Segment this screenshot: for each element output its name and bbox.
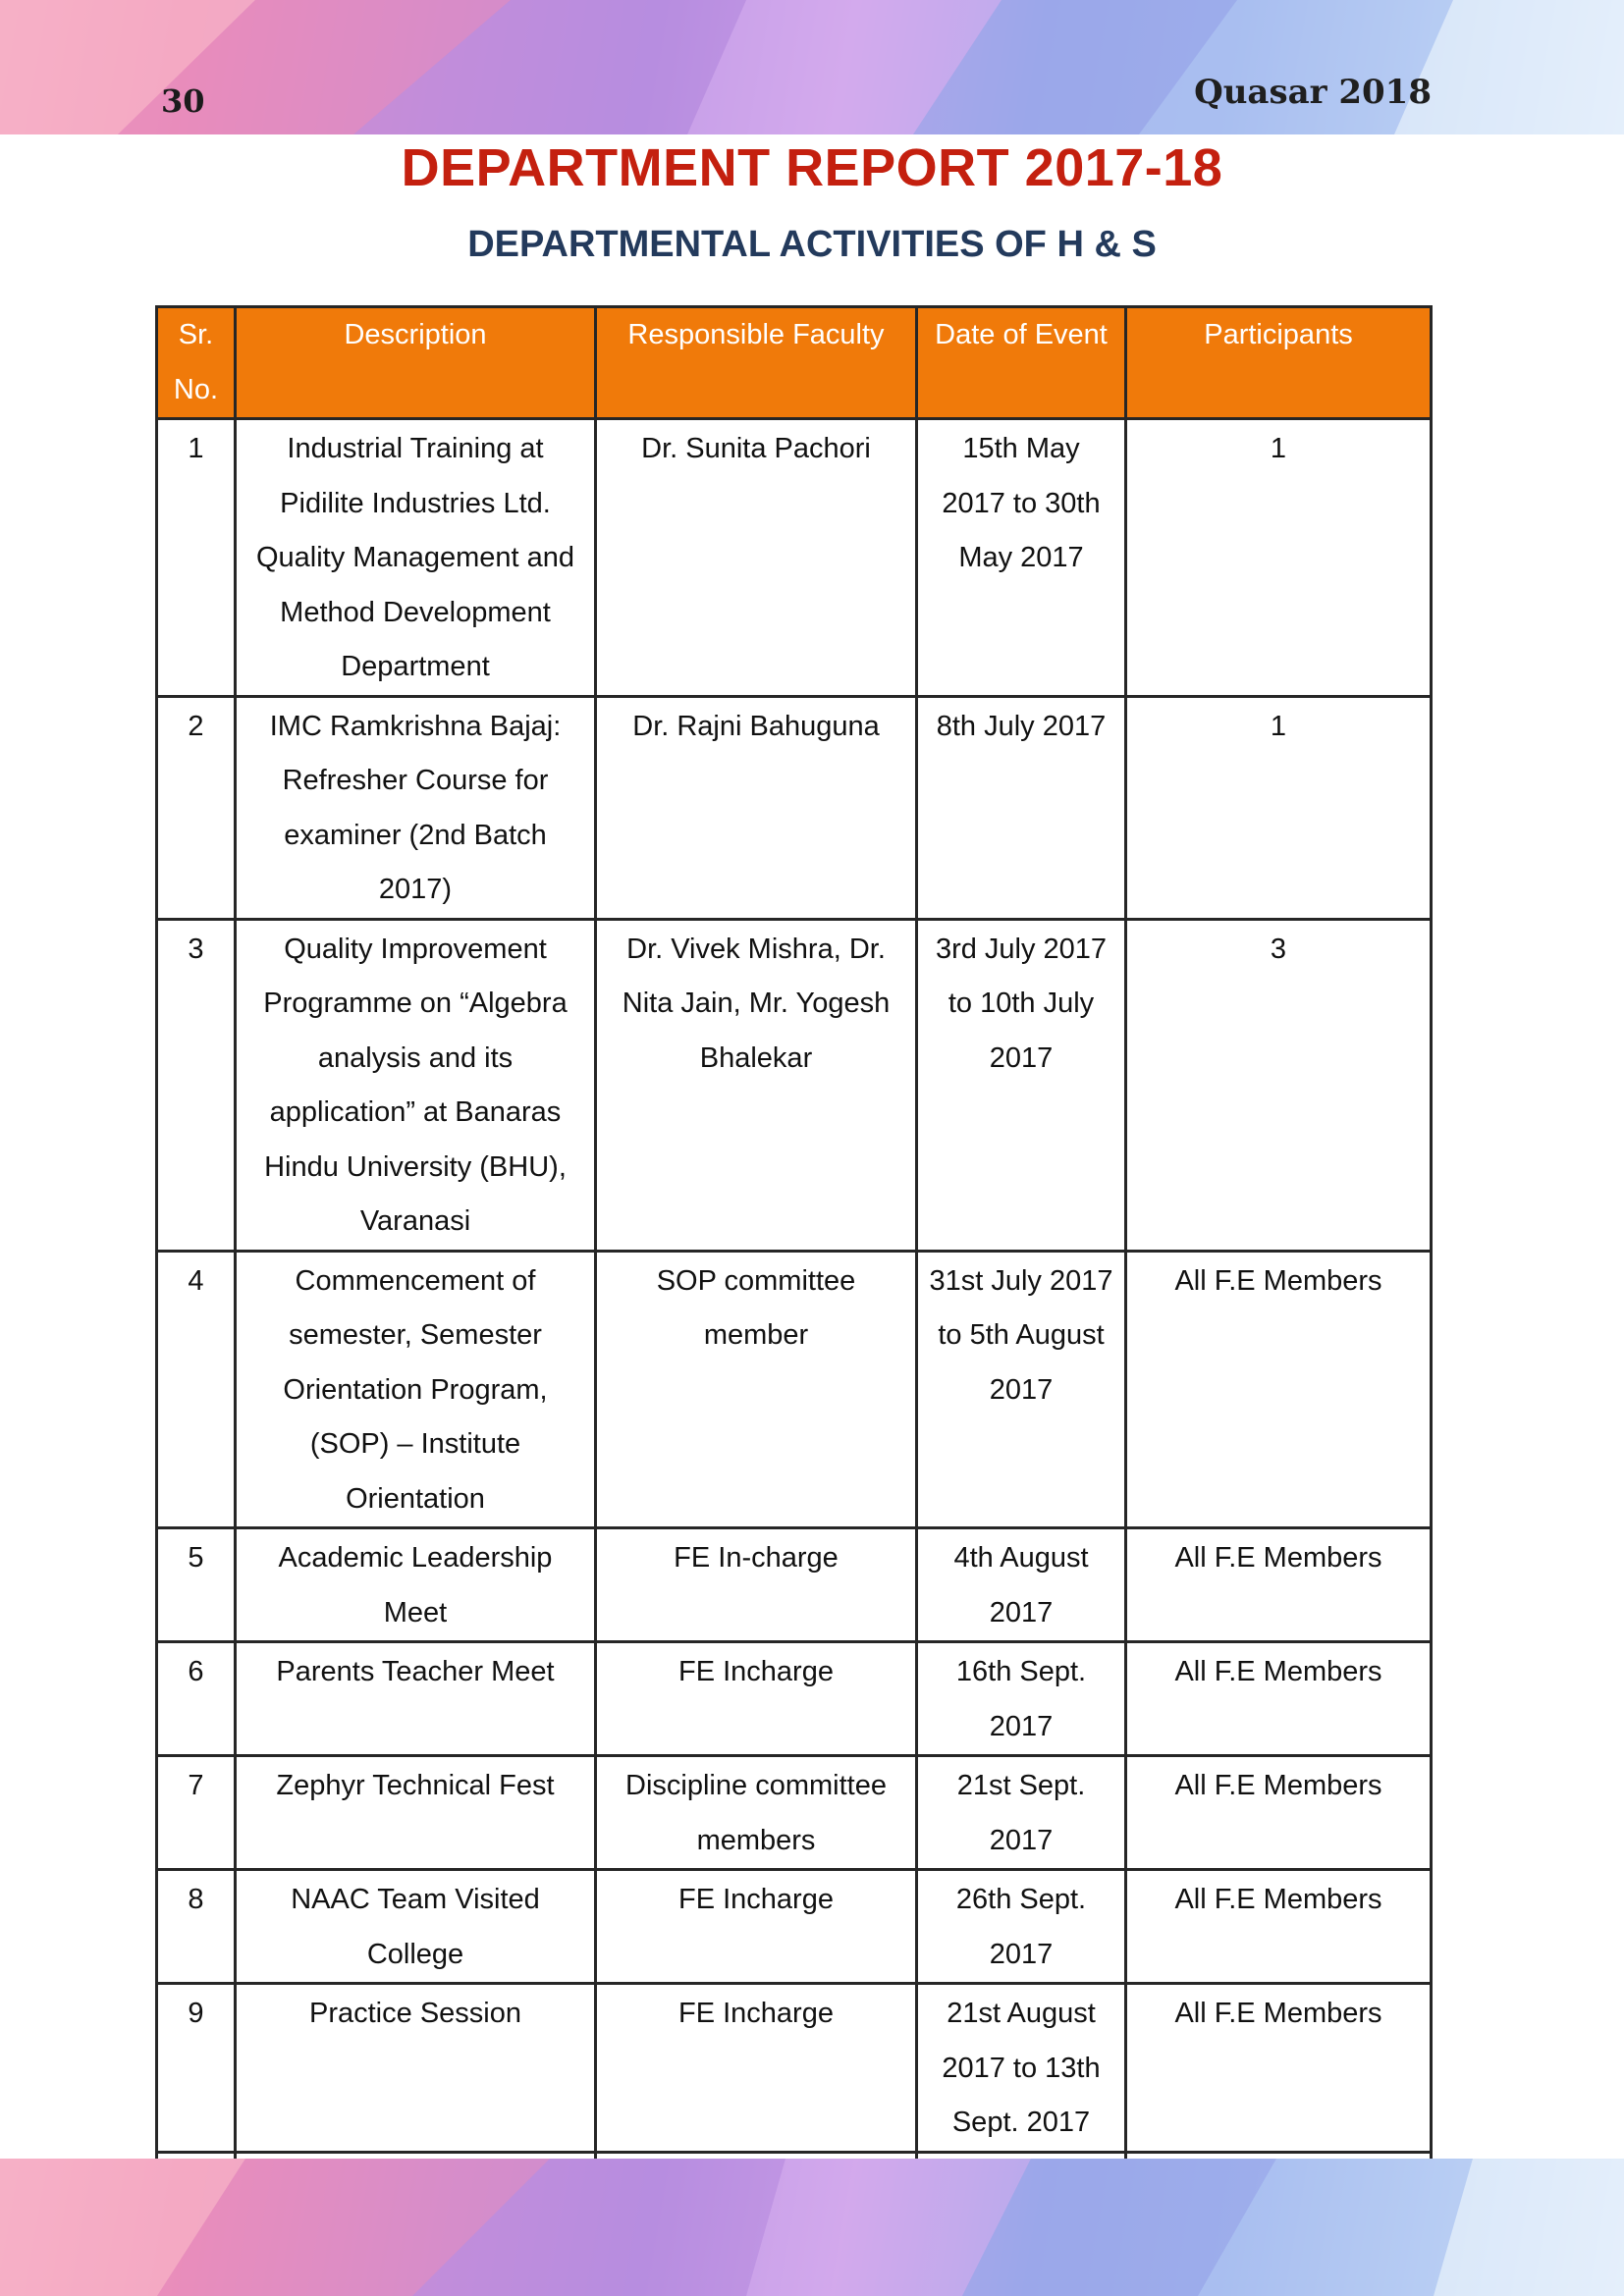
cell-date-of-event: 21st Sept. 2017 (917, 1756, 1126, 1870)
table-row (157, 696, 1432, 919)
cell-date-of-event: 26th Sept. 2017 (917, 1870, 1126, 1984)
table-row (157, 1756, 1432, 1870)
cell-date-of-event: 3rd July 2017 to 10th July 2017 (917, 919, 1126, 1251)
table-row (157, 1870, 1432, 1984)
cell-sr-no: 7 (157, 1756, 236, 1870)
table-row (157, 419, 1432, 697)
table-row (157, 919, 1432, 1251)
cell-sr-no: 8 (157, 1870, 236, 1984)
cell-date-of-event: 16th Sept. 2017 (917, 1642, 1126, 1756)
cell-description: IMC Ramkrishna Bajaj: Refresher Course for examiner (2nd Batch 2017) (236, 696, 596, 919)
cell-sr-no: 1 (157, 419, 236, 697)
cell-participants: All F.E Members (1126, 1251, 1432, 1528)
activities-table (155, 305, 1433, 2268)
cell-participants: All F.E Members (1126, 1984, 1432, 2153)
cell-description: Parents Teacher Meet (236, 1642, 596, 1756)
cell-participants: All F.E Members (1126, 1870, 1432, 1984)
cell-responsible-faculty: FE In-charge (596, 1528, 917, 1642)
cell-description: NAAC Team Visited College (236, 1870, 596, 1984)
header-decorative-banner (0, 0, 1624, 134)
cell-responsible-faculty: FE Incharge (596, 1870, 917, 1984)
cell-participants: 3 (1126, 919, 1432, 1251)
footer-decorative-banner (0, 2159, 1624, 2296)
cell-participants: All F.E Members (1126, 1528, 1432, 1642)
cell-participants: 1 (1126, 419, 1432, 697)
column-header-responsible-faculty: Responsible Faculty (596, 307, 917, 419)
report-title: DEPARTMENT REPORT 2017-18 (401, 138, 1223, 197)
section-title: DEPARTMENTAL ACTIVITIES OF H & S (467, 224, 1157, 265)
cell-responsible-faculty: Discipline committee members (596, 1756, 917, 1870)
cell-description: Practice Session (236, 1984, 596, 2153)
cell-description: Zephyr Technical Fest (236, 1756, 596, 1870)
cell-responsible-faculty: Dr. Vivek Mishra, Dr. Nita Jain, Mr. Yogesh Bhalekar (596, 919, 917, 1251)
cell-sr-no: 6 (157, 1642, 236, 1756)
cell-responsible-faculty: FE Incharge (596, 1642, 917, 1756)
activities-table-container (155, 305, 1430, 2268)
cell-sr-no: 5 (157, 1528, 236, 1642)
cell-sr-no: 3 (157, 919, 236, 1251)
column-header-description: Description (236, 307, 596, 419)
cell-date-of-event: 4th August 2017 (917, 1528, 1126, 1642)
cell-sr-no: 2 (157, 696, 236, 919)
cell-responsible-faculty: FE Incharge (596, 1984, 917, 2153)
cell-date-of-event: 31st July 2017 to 5th August 2017 (917, 1251, 1126, 1528)
page-number: 30 (161, 82, 205, 120)
column-header-sr-no: Sr. No. (157, 307, 236, 419)
cell-responsible-faculty: SOP committee member (596, 1251, 917, 1528)
cell-responsible-faculty: Dr. Rajni Bahuguna (596, 696, 917, 919)
table-row (157, 1528, 1432, 1642)
cell-responsible-faculty: Dr. Sunita Pachori (596, 419, 917, 697)
cell-date-of-event: 21st August 2017 to 13th Sept. 2017 (917, 1984, 1126, 2153)
running-title: Quasar 2018 (1194, 73, 1432, 112)
cell-date-of-event: 8th July 2017 (917, 696, 1126, 919)
cell-participants: 1 (1126, 696, 1432, 919)
table-header-row (157, 307, 1432, 419)
cell-description: Industrial Training at Pidilite Industries Ltd. Quality Management and Method Development Department (236, 419, 596, 697)
table-row (157, 1642, 1432, 1756)
cell-sr-no: 9 (157, 1984, 236, 2153)
column-header-date-of-event: Date of Event (917, 307, 1126, 419)
table-row (157, 1984, 1432, 2153)
cell-description: Commencement of semester, Semester Orientation Program, (SOP) – Institute Orientation (236, 1251, 596, 1528)
cell-participants: All F.E Members (1126, 1642, 1432, 1756)
cell-date-of-event: 15th May 2017 to 30th May 2017 (917, 419, 1126, 697)
cell-description: Academic Leadership Meet (236, 1528, 596, 1642)
table-row (157, 1251, 1432, 1528)
cell-participants: All F.E Members (1126, 1756, 1432, 1870)
cell-sr-no: 4 (157, 1251, 236, 1528)
column-header-participants: Participants (1126, 307, 1432, 419)
cell-description: Quality Improvement Programme on “Algebra analysis and its application” at Banaras Hindu University (BHU), Varanasi (236, 919, 596, 1251)
